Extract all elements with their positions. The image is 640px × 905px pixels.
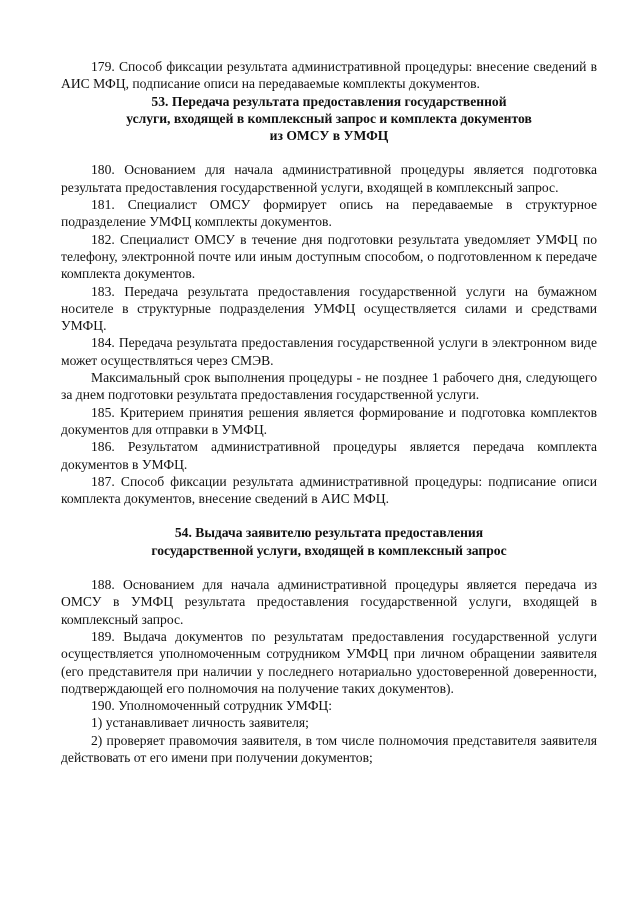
spacer (61, 144, 597, 161)
section-54-heading-line-1: 54. Выдача заявителю результата предоставления (174, 525, 484, 541)
section-53-heading-line-2: услуги, входящей в комплексный запрос и комплекта документов (126, 110, 532, 126)
paragraph-189: 189. Выдача документов по результатам предоставления государственной услуги осуществляется уполномоченным сотрудником УМФЦ при личном обращении заявителя (его представителя при наличии у последнего нотариально удостоверенной доверенности, подтверждающей его полномочия на получение таких документов). (61, 628, 597, 696)
paragraph-181: 181. Специалист ОМСУ формирует опись на передаваемые в структурное подразделение УМФЦ комплекты документов. (61, 197, 597, 230)
spacer (61, 507, 597, 524)
paragraph-186: 186. Результатом административной процедуры является передача комплекта документов в УМФЦ. (61, 439, 597, 472)
list-item-2: 2) проверяет правомочия заявителя, в том числе полномочия представителя заявителя действовать от его имени при получении документов; (61, 732, 597, 765)
section-54-heading (61, 524, 597, 559)
spacer (61, 559, 597, 576)
paragraph-188: 188. Основанием для начала административной процедуры является передача из ОМСУ в УМФЦ результата предоставления государственной услуги, входящей в комплексный запрос. (61, 577, 597, 627)
document-page (61, 58, 597, 766)
paragraph-187: 187. Способ фиксации результата административной процедуры: подписание описи комплекта документов, внесение сведений в АИС МФЦ. (61, 473, 597, 507)
paragraph-184: 184. Передача результата предоставления государственной услуги в электронном виде может осуществляться через СМЭВ. (61, 335, 597, 368)
paragraph-183: 183. Передача результата предоставления государственной услуги на бумажном носителе в структурные подразделения УМФЦ осуществляется силами и средствами УМФЦ. (61, 283, 597, 334)
section-53-heading-line-1: 53. Передача результата предоставления государственной (151, 93, 507, 109)
paragraph-185: 185. Критерием принятия решения является формирование и подготовка комплектов документов для отправки в УМФЦ. (61, 404, 597, 437)
paragraph-180: 180. Основанием для начала административной процедуры является подготовка результата предоставления государственной услуги, входящей в комплексный запрос. (61, 162, 597, 195)
paragraph-max-term: Максимальный срок выполнения процедуры - не позднее 1 рабочего дня, следующего за днем подготовки результата предоставления государственной услуги. (61, 370, 597, 403)
section-53-heading-line-3: из ОМСУ в УМФЦ (269, 128, 389, 144)
paragraph-182: 182. Специалист ОМСУ в течение дня подготовки результата уведомляет УМФЦ по телефону, электронной почте или иным доступным способом, о подготовленном к передаче комплекта документов. (61, 231, 597, 282)
paragraph-190: 190. Уполномоченный сотрудник УМФЦ: (91, 698, 333, 714)
paragraph-179: 179. Способ фиксации результата административной процедуры: внесение сведений в АИС МФЦ, подписание описи на передаваемые комплекты документов. (61, 59, 597, 92)
section-54-heading-line-2: государственной услуги, входящей в комплексный запрос (151, 542, 507, 558)
list-item-1: 1) устанавливает личность заявителя; (91, 715, 309, 731)
section-53-heading (61, 93, 597, 145)
